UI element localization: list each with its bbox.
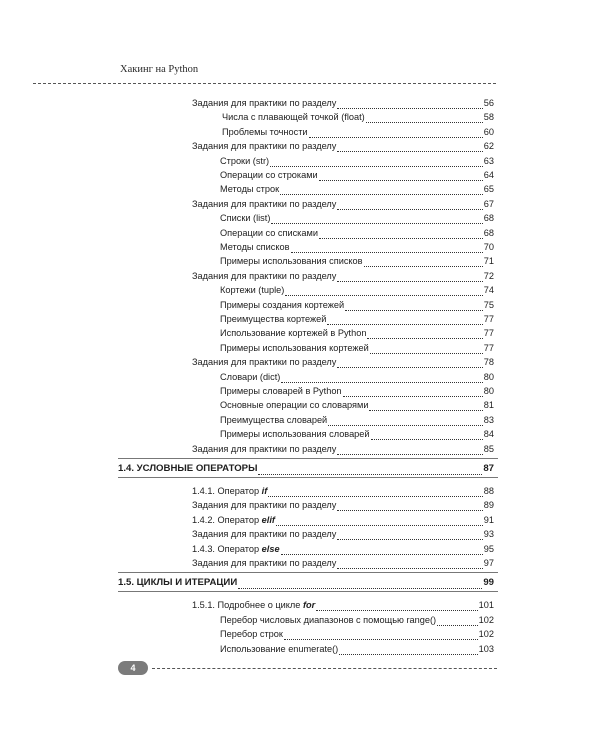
toc-dot-leader xyxy=(343,387,483,397)
toc-entry[interactable] xyxy=(222,110,494,123)
toc-entry-label: Задания для практики по разделу xyxy=(192,357,337,368)
toc-dot-leader xyxy=(280,185,483,195)
toc-entry[interactable] xyxy=(220,211,494,224)
toc-entry-label: Задания для практики по разделу xyxy=(192,443,337,454)
toc-entry-label: Основные операции со словарями xyxy=(220,400,369,411)
toc-dot-leader xyxy=(271,214,482,224)
toc-dot-leader xyxy=(364,257,483,267)
toc-entry-label: Примеры использования кортежей xyxy=(220,342,369,353)
toc-dot-leader xyxy=(238,579,482,589)
toc-entry[interactable] xyxy=(192,442,494,455)
toc-entry[interactable] xyxy=(220,642,494,655)
toc-entry-label: Операции со строками xyxy=(220,170,318,180)
toc-entry[interactable] xyxy=(192,498,494,511)
toc-dot-leader xyxy=(337,142,482,152)
toc-page-number: 83 xyxy=(483,414,494,425)
toc-entry[interactable] xyxy=(192,139,494,152)
toc-dot-leader xyxy=(281,373,482,383)
toc-entry[interactable] xyxy=(220,613,494,626)
toc-entry-label: Задания для практики по разделу xyxy=(192,198,337,209)
toc-page-number: 80 xyxy=(483,386,494,396)
toc-page-number: 74 xyxy=(483,285,494,296)
toc-dot-leader xyxy=(337,445,482,455)
toc-dot-leader xyxy=(276,516,483,526)
toc-entry[interactable] xyxy=(220,182,494,195)
toc-entry-label: 1.4. УСЛОВНЫЕ ОПЕРАТОРЫ xyxy=(118,463,258,474)
toc-page-number: 102 xyxy=(478,614,494,625)
toc-dot-leader xyxy=(328,416,483,426)
toc-entry-label: Задания для практики по разделу xyxy=(192,558,337,568)
toc-page-number: 63 xyxy=(483,155,494,166)
toc-entry[interactable] xyxy=(220,370,494,383)
toc-entry[interactable] xyxy=(192,96,494,109)
toc-entry[interactable] xyxy=(192,542,494,555)
toc-entry-label: Задания для практики по разделу xyxy=(192,270,337,281)
toc-page-number: 97 xyxy=(483,558,494,568)
toc-entry[interactable] xyxy=(192,556,494,569)
toc-dot-leader xyxy=(437,616,478,626)
toc-entry[interactable] xyxy=(220,427,494,440)
toc-entry[interactable] xyxy=(192,269,494,282)
toc-entry-keyword: if xyxy=(261,486,268,496)
toc-entry-label: Задания для практики по разделу xyxy=(192,500,337,511)
toc-entry[interactable] xyxy=(220,168,494,181)
toc-page-number: 101 xyxy=(478,600,494,611)
toc-entry[interactable] xyxy=(220,627,494,640)
toc-entry-label: Строки (str) xyxy=(220,155,270,166)
toc-entry-keyword: else xyxy=(261,543,280,554)
toc-entry-label: Перебор строк xyxy=(220,629,283,640)
toc-dot-leader xyxy=(367,329,482,339)
toc-entry[interactable] xyxy=(192,355,494,368)
toc-entry-label: Списки (list) xyxy=(220,213,271,224)
toc-page-number: 84 xyxy=(483,429,494,440)
toc-page-number: 77 xyxy=(483,342,494,353)
toc-entry-label: Задания для практики по разделу xyxy=(192,529,337,540)
toc-dot-leader xyxy=(284,630,478,640)
toc-dot-leader xyxy=(337,559,482,569)
toc-entry[interactable] xyxy=(192,484,494,497)
toc-dot-leader xyxy=(268,487,482,497)
running-header: Хакинг на Python xyxy=(120,64,199,75)
toc-entry[interactable] xyxy=(220,226,494,239)
toc-entry[interactable] xyxy=(220,312,494,325)
toc-dot-leader xyxy=(270,157,483,167)
toc-page-number: 65 xyxy=(483,184,494,195)
toc-dot-leader xyxy=(291,243,483,253)
toc-entry-label: Словари (dict) xyxy=(220,371,281,382)
toc-entry-label: Примеры словарей в Python xyxy=(220,386,342,396)
toc-page-number: 64 xyxy=(483,170,494,180)
toc-entry[interactable] xyxy=(220,413,494,426)
toc-entry[interactable] xyxy=(192,598,494,611)
toc-entry-keyword: for xyxy=(302,600,316,611)
toc-entry-keyword: elif xyxy=(261,514,275,525)
toc-page-number: 102 xyxy=(478,629,494,640)
toc-page-number: 58 xyxy=(483,112,494,123)
toc-dot-leader xyxy=(327,315,482,325)
toc-entry[interactable] xyxy=(222,125,494,138)
toc-page-number: 77 xyxy=(483,314,494,324)
chapter-separator xyxy=(118,477,498,478)
toc-page-number: 68 xyxy=(483,213,494,224)
toc-dot-leader xyxy=(337,530,482,540)
toc-dot-leader xyxy=(258,465,482,475)
chapter-separator xyxy=(118,458,498,459)
toc-page-number: 89 xyxy=(483,500,494,511)
toc-entry[interactable] xyxy=(220,341,494,354)
toc-page-number: 80 xyxy=(483,371,494,382)
toc-page-number: 81 xyxy=(483,400,494,411)
chapter-separator xyxy=(118,591,498,592)
toc-dot-leader xyxy=(281,545,483,555)
toc-dot-leader xyxy=(371,430,483,440)
toc-page-number: 70 xyxy=(483,242,494,252)
toc-page-number: 103 xyxy=(478,643,494,654)
toc-entry-label: Задания для практики по разделу xyxy=(192,141,337,152)
toc-page-number: 56 xyxy=(483,98,494,108)
toc-page-number: 75 xyxy=(483,299,494,310)
chapter-separator xyxy=(118,572,498,573)
toc-dot-leader xyxy=(285,286,482,296)
toc-entry[interactable] xyxy=(220,398,494,411)
toc-entry-label: Примеры создания кортежей xyxy=(220,299,345,310)
toc-entry-label: Задания для практики по разделу xyxy=(192,98,337,108)
toc-page-number: 88 xyxy=(483,486,494,496)
toc-dot-leader xyxy=(337,200,482,210)
toc-entry-label: Использование кортежей в Python xyxy=(220,328,367,339)
toc-dot-leader xyxy=(345,301,483,311)
toc-page-number: 91 xyxy=(483,514,494,525)
page-number-badge: 4 xyxy=(118,661,148,675)
toc-entry-label: Примеры использования словарей xyxy=(220,429,370,440)
toc-page-number: 99 xyxy=(483,577,494,589)
toc-entry-label: Проблемы точности xyxy=(222,126,308,137)
toc-page-number: 72 xyxy=(483,270,494,281)
toc-entry-label: 1.5. ЦИКЛЫ И ИТЕРАЦИИ xyxy=(118,577,238,589)
toc-dot-leader xyxy=(337,358,482,368)
toc-chapter-entry[interactable] xyxy=(118,576,494,589)
toc-dot-leader xyxy=(337,501,482,511)
toc-entry[interactable] xyxy=(192,527,494,540)
toc-chapter-entry[interactable] xyxy=(118,462,494,475)
toc-dot-leader xyxy=(316,601,477,611)
toc-entry-label: Преимущества кортежей xyxy=(220,314,327,324)
toc-dot-leader xyxy=(337,99,482,109)
toc-dot-leader xyxy=(319,229,483,239)
toc-entry[interactable] xyxy=(220,154,494,167)
toc-page-number: 60 xyxy=(483,126,494,137)
toc-entry-label: 1.4.1. Оператор if xyxy=(192,486,268,496)
toc-page-number: 77 xyxy=(483,328,494,339)
toc-page-number: 78 xyxy=(483,357,494,368)
toc-entry-label: Операции со списками xyxy=(220,227,318,238)
toc-entry-label: Кортежи (tuple) xyxy=(220,285,285,296)
toc-entry-label: Числа с плавающей точкой (float) xyxy=(222,112,365,123)
toc-page-number: 62 xyxy=(483,141,494,152)
toc-dot-leader xyxy=(319,171,483,181)
toc-entry-label: Примеры использования списков xyxy=(220,256,363,267)
toc-page-number: 71 xyxy=(483,256,494,267)
toc-entry[interactable] xyxy=(220,240,494,253)
toc-entry-label: Использование enumerate() xyxy=(220,643,339,654)
toc-entry[interactable] xyxy=(220,384,494,397)
toc-entry-label: Методы строк xyxy=(220,184,280,195)
toc-dot-leader xyxy=(339,645,477,655)
toc-page-number: 93 xyxy=(483,529,494,540)
toc-entry[interactable] xyxy=(220,283,494,296)
toc-entry[interactable] xyxy=(220,254,494,267)
toc-page-number: 68 xyxy=(483,227,494,238)
toc-entry[interactable] xyxy=(192,513,494,526)
toc-page-number: 95 xyxy=(483,543,494,554)
toc-entry-label: 1.4.3. Оператор else xyxy=(192,543,280,554)
toc-page-number: 87 xyxy=(483,463,494,474)
toc-page-number: 67 xyxy=(483,198,494,209)
footer-divider xyxy=(152,668,497,669)
toc-dot-leader xyxy=(309,128,483,138)
toc-entry[interactable] xyxy=(192,197,494,210)
toc-entry-label: Перебор числовых диапазонов с помощью range() xyxy=(220,614,437,625)
toc-dot-leader xyxy=(369,401,482,411)
toc-entry-label: Методы списков xyxy=(220,242,290,252)
toc-dot-leader xyxy=(337,272,482,282)
toc-entry-label: 1.5.1. Подробнее о цикле for xyxy=(192,600,316,611)
toc-entry[interactable] xyxy=(220,298,494,311)
toc-dot-leader xyxy=(366,113,483,123)
toc-page-number: 85 xyxy=(483,443,494,454)
toc-entry-label: 1.4.2. Оператор elif xyxy=(192,514,275,525)
toc-dot-leader xyxy=(370,344,483,354)
toc-entry-label: Преимущества словарей xyxy=(220,414,328,425)
toc-entry[interactable] xyxy=(220,326,494,339)
